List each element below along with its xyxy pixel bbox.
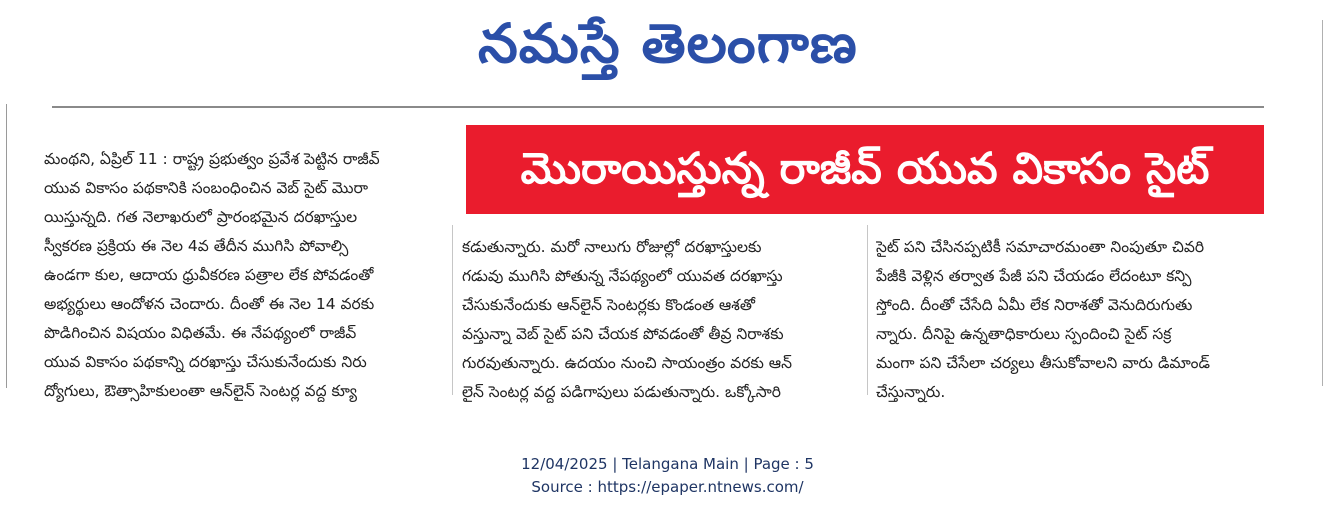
article-line: యువ వికాసం పథకానికి సంబంధించిన వెబ్ సైట్ మొరా [44,179,369,197]
article-line: చేస్తున్నారు. [876,383,946,401]
article-line: పొడిగించిన విషయం విధితమే. ఈ నేపథ్యంలో రాజీవ్ [44,324,357,342]
publication-info: 12/04/2025 | Telangana Main | Page : 5 [521,455,814,473]
article-line: అభ్యర్థులు ఆందోళన చెందారు. దీంతో ఈ నెల 14 వరకు [44,295,375,313]
article-line: స్తోంది. దీంతో చేసేది ఏమీ లేక నిరాశతో వెనుదిరుగుతు [876,296,1193,314]
article-line: యిస్తున్నది. గత నెలాఖరులో ప్రారంభమైన దరఖాస్తుల [44,208,358,226]
page-edge-line-left [6,104,7,388]
article-line: ఉండగా కుల, ఆదాయ ధ్రువీకరణ పత్రాల లేక పోవడంతో [44,266,374,284]
newspaper-logo: నమస్తే తెలంగాణ [477,12,858,75]
article-line: లైన్ సెంటర్ల వద్ద పడిగాపులు పడుతున్నారు. ఒక్కోసారి [462,383,781,401]
article-line: గడువు ముగిసి పోతున్న నేపథ్యంలో యువత దరఖాస్తు [462,267,783,285]
article-column-1 [44,145,440,406]
source-url: Source : https://epaper.ntnews.com/ [531,478,804,496]
article-line: కడుతున్నారు. మరో నాలుగు రోజుల్లో దరఖాస్తులకు [462,238,762,256]
column-divider [867,225,868,395]
article-line: గురవుతున్నారు. ఉదయం నుంచి సాయంత్రం వరకు ఆన్ [462,354,793,372]
article-line: పేజీకి వెళ్లిన తర్వాత పేజీ పని చేయడం లేదంటూ కన్పి [876,267,1192,285]
masthead-divider [52,106,1264,108]
masthead [0,4,1335,84]
article-line: మంథని, ఏప్రిల్ 11 : రాష్ట్ర ప్రభుత్వం ప్రవేశ పెట్టిన రాజీవ్ [44,150,380,168]
article-line: మంగా పని చేసేలా చర్యలు తీసుకోవాలని వారు డిమాండ్ [876,354,1210,372]
article-line: వస్తున్నా వెబ్ సైట్ పని చేయక పోవడంతో తీవ్ర నిరాశకు [462,325,784,343]
article-line: న్నారు. దీనిపై ఉన్నతాధికారులు స్పందించి సైట్ సక్ర [876,325,1172,343]
article-column-3 [876,233,1272,407]
page-edge-line-right [1322,20,1323,386]
article-column-2 [462,233,860,407]
article-line: స్వీకరణ ప్రక్రియ ఈ నెల 4వ తేదీన ముగిసి పోవాల్సి [44,237,349,255]
article-line: ద్యోగులు, ఔత్సాహికులంతా ఆన్‌లైన్ సెంటర్ల వద్ద క్యూ [44,382,357,400]
article-line: చేసుకునేందుకు ఆన్‌లైన్ సెంటర్లకు కొండంత ఆశతో [462,296,755,314]
headline-text: మొరాయిస్తున్న రాజీవ్ యువ వికాసం సైట్ [520,144,1210,194]
headline-banner [466,125,1264,214]
column-divider [452,225,453,395]
article-line: యువ వికాసం పథకాన్ని దరఖాస్తు చేసుకునేందుకు నిరు [44,353,367,371]
article-line: సైట్ పని చేసినప్పటికీ సమాచారమంతా నింపుతూ చివరి [876,238,1205,256]
